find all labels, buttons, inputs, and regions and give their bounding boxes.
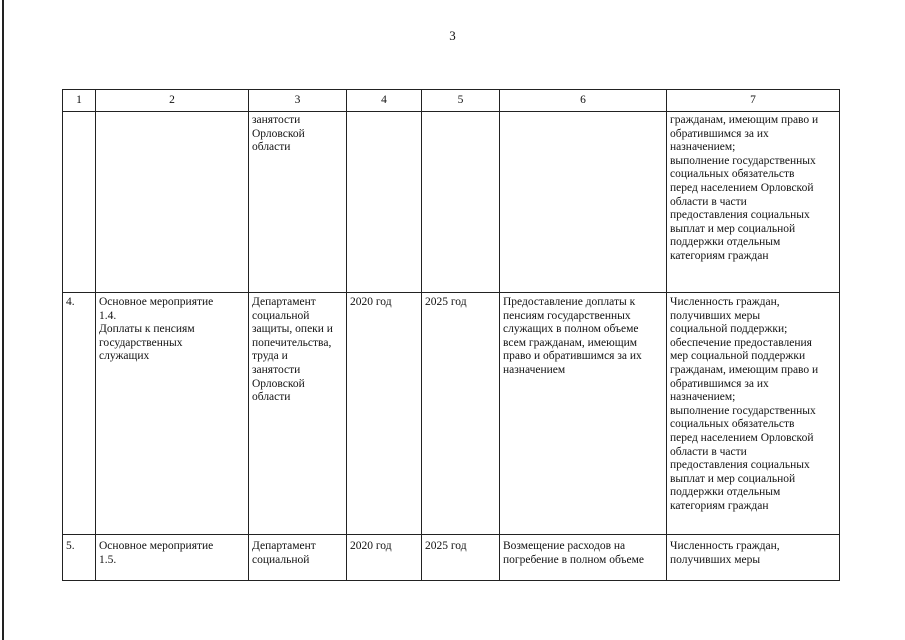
activity-name-cell: Основное мероприятие 1.4. Доплаты к пенсиям государственных служащих: [96, 293, 249, 535]
row-number-cell: 4.: [63, 293, 96, 535]
header-col-4: 4: [347, 90, 422, 112]
end-year-cell: [422, 112, 500, 293]
table-row: [63, 112, 840, 293]
indicator-cell: Численность граждан, получивших меры социальной поддержки; обеспечение предоставления мер социальной поддержки гражданам, имеющим право и обратившимся за их назначением; выполнение государственных социальных обязательств перед населением Орловской области в части предоставления социальных выплат и мер социальной поддержки отдельным категориям граждан: [667, 293, 840, 535]
header-row: [63, 90, 840, 112]
start-year-cell: [347, 112, 422, 293]
activity-name-cell: Основное мероприятие 1.5.: [96, 535, 249, 581]
end-year-cell: 2025 год: [422, 535, 500, 581]
row-number-cell: [63, 112, 96, 293]
header-col-2: 2: [96, 90, 249, 112]
header-col-1: 1: [63, 90, 96, 112]
page-number: 3: [449, 28, 456, 43]
header-col-3: 3: [249, 90, 347, 112]
table-row: [63, 535, 840, 581]
expected-result-cell: Возмещение расходов на погребение в полном объеме: [500, 535, 667, 581]
executor-cell: занятости Орловской области: [249, 112, 347, 293]
executor-cell: Департамент социальной: [249, 535, 347, 581]
header-col-5: 5: [422, 90, 500, 112]
program-activities-table: [62, 89, 840, 581]
header-col-7: 7: [667, 90, 840, 112]
page-edge-line: [2, 0, 4, 640]
executor-cell: Департамент социальной защиты, опеки и попечительства, труда и занятости Орловской области: [249, 293, 347, 535]
activity-name-cell: [96, 112, 249, 293]
end-year-cell: 2025 год: [422, 293, 500, 535]
row-number-cell: 5.: [63, 535, 96, 581]
header-col-6: 6: [500, 90, 667, 112]
start-year-cell: 2020 год: [347, 535, 422, 581]
indicator-cell: гражданам, имеющим право и обратившимся за их назначением; выполнение государственных социальных обязательств перед населением Орловской области в части предоставления социальных выплат и мер социальной поддержки отдельным категориям граждан: [667, 112, 840, 293]
indicator-cell: Численность граждан, получивших меры: [667, 535, 840, 581]
start-year-cell: 2020 год: [347, 293, 422, 535]
expected-result-cell: [500, 112, 667, 293]
expected-result-cell: Предоставление доплаты к пенсиям государственных служащих в полном объеме всем гражданам, имеющим право и обратившимся за их назначением: [500, 293, 667, 535]
table-row: [63, 293, 840, 535]
